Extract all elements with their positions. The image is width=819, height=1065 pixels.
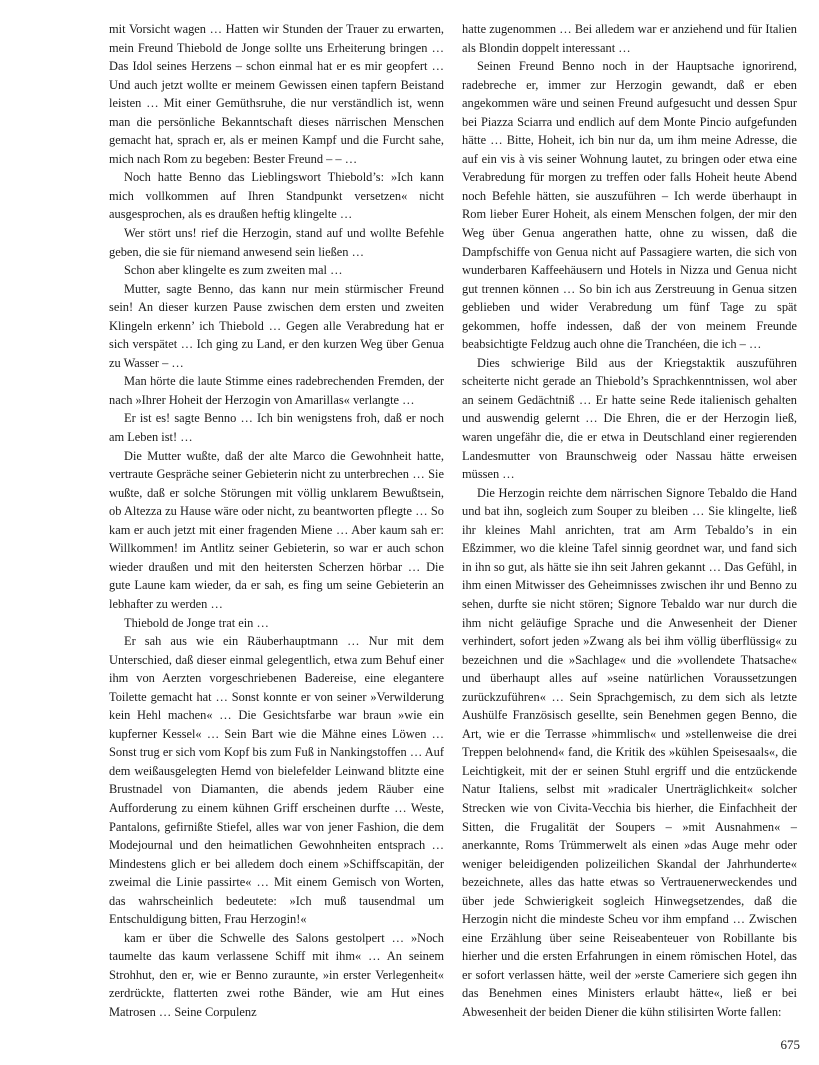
- paragraph: Man hörte die laute Stimme eines radebrechenden Fremden, der nach »Ihrer Hoheit der Herzogin von Amarillas« verlangte …: [109, 374, 444, 407]
- paragraph: Er ist es! sagte Benno … Ich bin wenigstens froh, daß er noch am Leben ist! …: [109, 411, 444, 445]
- paragraph: Mutter, sagte Benno, das kann nur mein stürmischer Freund sein! An dieser kurzen Pause zwischen dem ersten und zweiten Klingeln erkenn’ ich Thiebold … Gegen alle Verabredung hat er sich verspätet … Ich ging zu Land, er den kurzen Weg über Genua zu Wasser – …: [109, 281, 444, 370]
- paragraph: Die Herzogin reichte dem närrischen Signore Tebaldo die Hand und bat ihn, sogleich zum Souper zu bleiben … Sie klingelte, ließ ihr kleines Mahl anrichten, trat am Arm Tebaldo’s in ein Eßzimmer, wo die kleine Tafel sinnig geordnet war, und fand sich in ihn so gut, als hätte sie ihn seit Jahren gekannt … Das Gefühl, in ihm einen Mitwisser des Geheimnisses zwischen ihr und Benno zu sehen, durfte sie nicht stören; Signore Tebaldo war nur durch die ihm nicht geläufige Sprache und die Anwesenheit der Diener verhindert, sofort jeden »Zwang als bei ihm völlig überflüssig« zu bezeichnen und die »Sachlage« und die »vollendete Thatsache« und überhaupt alles auf »seine natürlichen Voraussetzungen zurückzuführen« … Sein Sprachgemisch, zu dem sich als letzte Aushülfe Französisch gesellte, sein Benehmen gegen Benno, die Art, wie er die Terrasse »himmlisch« und »stellenweise die drei Treppen belohnend« fand, die Kritik des »kühlen Speisesaals«, die Leichtigkeit, mit der er seinen Stuhl ergriff und die entzückende Natur Italiens, selbst mit »radicaler Unerträglichkeit« solcher Strecken wie von Civita-Vecchia bis hierher, die Einfachheit der Sitten, die Frugalität der Soupers – »mit Ausnahmen« – anerkannte, Roms Trümmerwelt als einen »das Auge mehr oder weniger beleidigenden polizeilichen Skandal der Jahrhunderte« bezeichnete, alles das hatte etwas so Vertrauenerweckendes und über jede Schwierigkeit sogleich Hinwegsetzendes, daß die Herzogin nicht die mindeste Scheu vor ihm empfand … Zwischen eine Erzählung über seine Reiseabenteuer von Robillante bis hierher und die ersten Erfahrungen in einem römischen Hotel, das er sofort verlassen hätte, weil der »erste Cameriere sich gegen ihn das Benehmen eines Ministers erlaubt hätte«, ließ er bei Abwesenheit der beiden Diener die kühn stilisirten Worte fallen:: [462, 485, 797, 1019]
- right-column: [462, 20, 797, 1022]
- left-column: [109, 20, 444, 1022]
- paragraph: Wer stört uns! rief die Herzogin, stand auf und wollte Befehle geben, die sie für niemand anwesend sein ließen …: [109, 226, 444, 259]
- paragraph: Die Mutter wußte, daß der alte Marco die Gewohnheit hatte, vertraute Gespräche seiner Gebieterin nicht zu unterbrechen … Sie wußte, daß er solche Störungen mit völlig unklarem Bewußtsein, ob Altezza zu Hause wäre oder nicht, zu beantworten pflegte … So kam er auch jetzt mit einer fragenden Miene … Aber kaum sah er: Willkommen! im Antlitz seiner Gebieterin, so war er auch schon wieder draußen und mit den heitersten Scherzen hörbar … Die gute Laune kam wieder, da er sah, es fing um seine Gebieterin an lebhafter zu werden …: [109, 448, 444, 611]
- paragraph: hatte zugenommen … Bei alledem war er anziehend und für Italien als Blondin doppelt interessant …: [462, 22, 797, 55]
- paragraph: Er sah aus wie ein Räuberhauptmann … Nur mit dem Unterschied, daß dieser einmal gelegentlich, etwa zum Behuf einer ihm von Aerzten vorgeschriebenen Badereise, eine elegantere Toilette gemacht hat … Sonst konnte er von seiner »Verwilderung kein Hehl machen« … Die Gesichtsfarbe war braun »wie ein kupferner Kessel« … Sein Bart wie die Mähne eines Löwen … Sonst trug er sich vom Kopf bis zum Fuß in Nankingstoffen … Auf dem weißausgelegten Hemd von bielefelder Leinwand blitzte eine Brustnadel von Diamanten, die abends jedem Räuber eine Aufforderung zu einem kühnen Griff erscheinen durfte … Weste, Pantalons, gefirnißte Stiefel, alles war von jener Fashion, die dem Modejournal und den heimatlichen Gewohnheiten entsprach … Mindestens glich er bei alledem doch einem »Schiffscapitän, der zweimal die Linie passirte« … Mit einem Gemisch von Worten, das wahrscheinlich bedeutete: »Ich muß tausendmal um Entschuldigung bitten, Frau Herzogin!«: [109, 634, 444, 927]
- paragraph: Noch hatte Benno das Lieblingswort Thiebold’s: »Ich kann mich vollkommen auf Ihren Standpunkt versetzen« nicht ausgesprochen, als es draußen heftig klingelte …: [109, 170, 444, 222]
- page-number: 675: [780, 1037, 800, 1052]
- paragraph: Schon aber klingelte es zum zweiten mal …: [124, 263, 343, 278]
- paragraph: mit Vorsicht wagen … Hatten wir Stunden der Trauer zu erwarten, mein Freund Thiebold de Jonge sollte uns Erheiterung bringen … Das Idol seines Herzens – schon einmal hat er es mir geopfert … Und auch jetzt wollte er meinem Gewissen einen tapfern Beistand leisten … Mit einer Gemüthsruhe, die nur verständlich ist, wenn man die persönliche Bekanntschaft dieses närrischen Menschen gemacht hat, sprach er, als er meinen Kampf und die Furcht sahe, mich nach Rom zu begeben: Bester Freund – – …: [109, 22, 444, 166]
- paragraph: Dies schwierige Bild aus der Kriegstaktik auszuführen scheiterte nicht gerade an Thiebold’s Sprachkenntnissen, wol aber an seinem Gedächtniß … Er hatte seine Rede italienisch gehalten und auswendig gelernt … Die Ehren, die er der Herzogin ließ, waren ungefähr die, die er etwa in Deutschland einer regierenden Landesmutter von Braunschweig oder Nassau hätte erweisen müssen …: [462, 355, 797, 482]
- paragraph: kam er über die Schwelle des Salons gestolpert … »Noch taumelte das kaum verlassene Schiff mit ihm« … An seinem Strohhut, den er, wie er Benno zuraunte, »in erster Verlegenheit« zerdrückte, flatterten zwei rothe Bänder, wie am Hut eines Matrosen … Seine Corpulenz: [109, 930, 444, 1019]
- paragraph: Thiebold de Jonge trat ein …: [124, 615, 269, 630]
- paragraph: Seinen Freund Benno noch in der Hauptsache ignorirend, radebreche er, immer zur Herzogin gewandt, daß er eben angekommen wäre und seinen Freund aufgesucht und dessen Spur bei Piazza Sciarra und endlich auf dem Monte Pincio aufgefunden hätte … Bitte, Hoheit, ich bin nur da, um ihm meine Adresse, die auf ein vis à vis seiner Wohnung lautet, zu bringen oder etwa eine Verabredung für morgen zu treffen oder falls Hoheit heute Abend noch Befehle hätten, sie auszuführen – Ich werde überhaupt in Rom lieber Eurer Hoheit, als einem Menschen folgen, der mir den Weg über Genua angerathen hatte, ohne zu wissen, daß die Dampfschiffe von Genua nicht auf Passagiere warten, die sich von wunderbaren Kaffeehäusern und Hotels in Nizza und Genua nicht gut trennen können … So bin ich aus Zerstreuung in Genua sitzen geblieben und wider Verabredung um fünf Tage zu spät gekommen, hoffe indessen, daß der von meinem Freunde beabsichtigte Feldzug auch ohne die Tranchéen, die ich – …: [462, 59, 797, 352]
